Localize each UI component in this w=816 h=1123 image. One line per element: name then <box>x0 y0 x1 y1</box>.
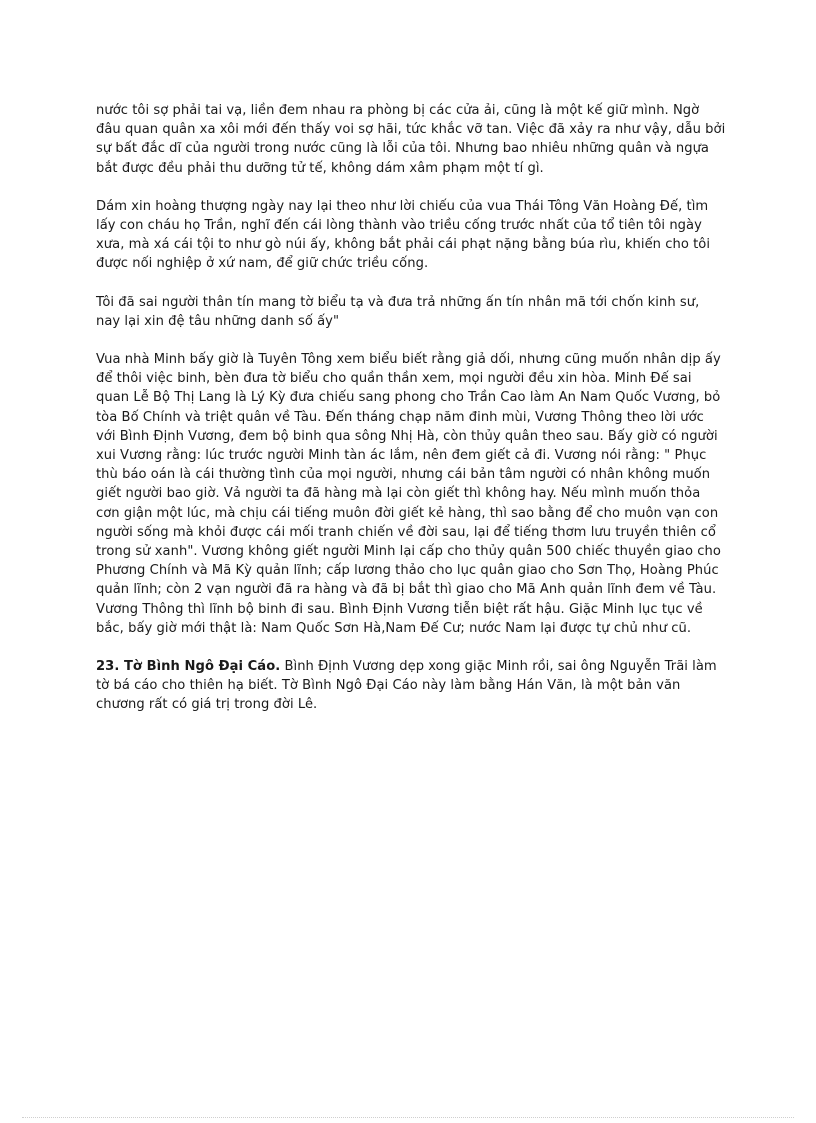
section-heading: 23. Tờ Bình Ngô Đại Cáo. <box>96 659 281 675</box>
paragraph-tran-cao-letter-1: nước tôi sợ phải tai vạ, liền đem nhau ra phòng bị các cửa ải, cũng là một kế giữ mình. Ngờ đâu quan quân xa xôi mới đến thấy voi sợ hãi, tức khắc vỡ tan. Việc đã xảy ra như vậy, dẫu bởi sự bất đắc dĩ của người trong nước cũng là lỗi của tôi. Nhưng bao nhiêu những quân và ngựa bắt được đều phải thu dưỡng tử tế, không dám xâm phạm một tí gì. <box>96 103 726 176</box>
document-body <box>96 101 726 734</box>
paragraph-tran-cao-letter-3: Tôi đã sai người thân tín mang tờ biểu tạ và đưa trả những ấn tín nhân mã tới chốn kinh sư, nay lại xin đệ tâu những danh số ấy" <box>96 294 700 329</box>
paragraph-tran-cao-letter-2: Dám xin hoàng thượng ngày nay lại theo như lời chiếu của vua Thái Tông Văn Hoàng Đế, tìm lấy con cháu họ Trần, nghĩ đến cái lòng thành vào triều cống trước nhất của tổ tiên tôi ngày xưa, mà xá cái tội to như gò núi ấy, không bắt phải cái phạt nặng bằng búa rìu, khiến cho tôi được nối nghiệp ở xứ nam, để giữ chức triều cống. <box>96 198 711 272</box>
section-body: Bình Định Vương dẹp xong giặc Minh rồi, sai ông Nguyễn Trãi làm tờ bá cáo cho thiên hạ biết. Tờ Bình Ngô Đại Cáo này làm bằng Hán Văn, là một bản văn chương rất có giá trị trong đời Lê. <box>96 659 717 713</box>
page-footer-divider <box>22 1117 794 1118</box>
paragraph-minh-withdrawal: Vua nhà Minh bấy giờ là Tuyên Tông xem biểu biết rằng giả dối, nhưng cũng muốn nhân dịp ấy để thôi việc binh, bèn đưa tờ biểu cho quần thần xem, mọi người đều xin hòa. Minh Đế sai quan Lễ Bộ Thị Lang là Lý Kỳ đưa chiếu sang phong cho Trần Cao làm An Nam Quốc Vương, bỏ tòa Bố Chính và triệt quân về Tàu. Đến tháng chạp năm đinh mùi, Vương Thông theo lời ước với Bình Định Vương, đem bộ binh qua sông Nhị Hà, còn thủy quân theo sau. Bấy giờ có người xui Vương rằng: lúc trước người Minh tàn ác lắm, nên đem giết cả đi. Vương nói rằng: " Phục thù báo oán là cái thường tình của mọi người, nhưng cái bản tâm người có nhân không muốn giết người bao giờ. Vả người ta đã hàng mà lại còn giết thì không hay. Nếu mình muốn thỏa cơn giận một lúc, mà chịu cái tiếng muôn đời giết kẻ hàng, thì sao bằng để cho muôn vạn con người sống mà khỏi được cái mối tranh chiến về đời sau, lại để tiếng thơm lưu truyền thiên cổ trong sử xanh". Vương không giết người Minh lại cấp cho thủy quân 500 chiếc thuyền giao cho Phương Chính và Mã Kỳ quản lĩnh; cấp lương thảo cho lục quân giao cho Sơn Thọ, Hoàng Phúc quản lĩnh; còn 2 vạn người đã ra hàng và đã bị bắt thì giao cho Mã Anh quản lĩnh đem về Tàu. Vương Thông thì lĩnh bộ binh đi sau. Bình Định Vương tiễn biệt rất hậu. Giặc Minh lục tục về bắc, bấy giờ mới thật là: Nam Quốc Sơn Hà,Nam Đế Cư; nước Nam lại được tự chủ như cũ. <box>96 352 721 636</box>
section-binh-ngo-dai-cao <box>96 657 726 715</box>
